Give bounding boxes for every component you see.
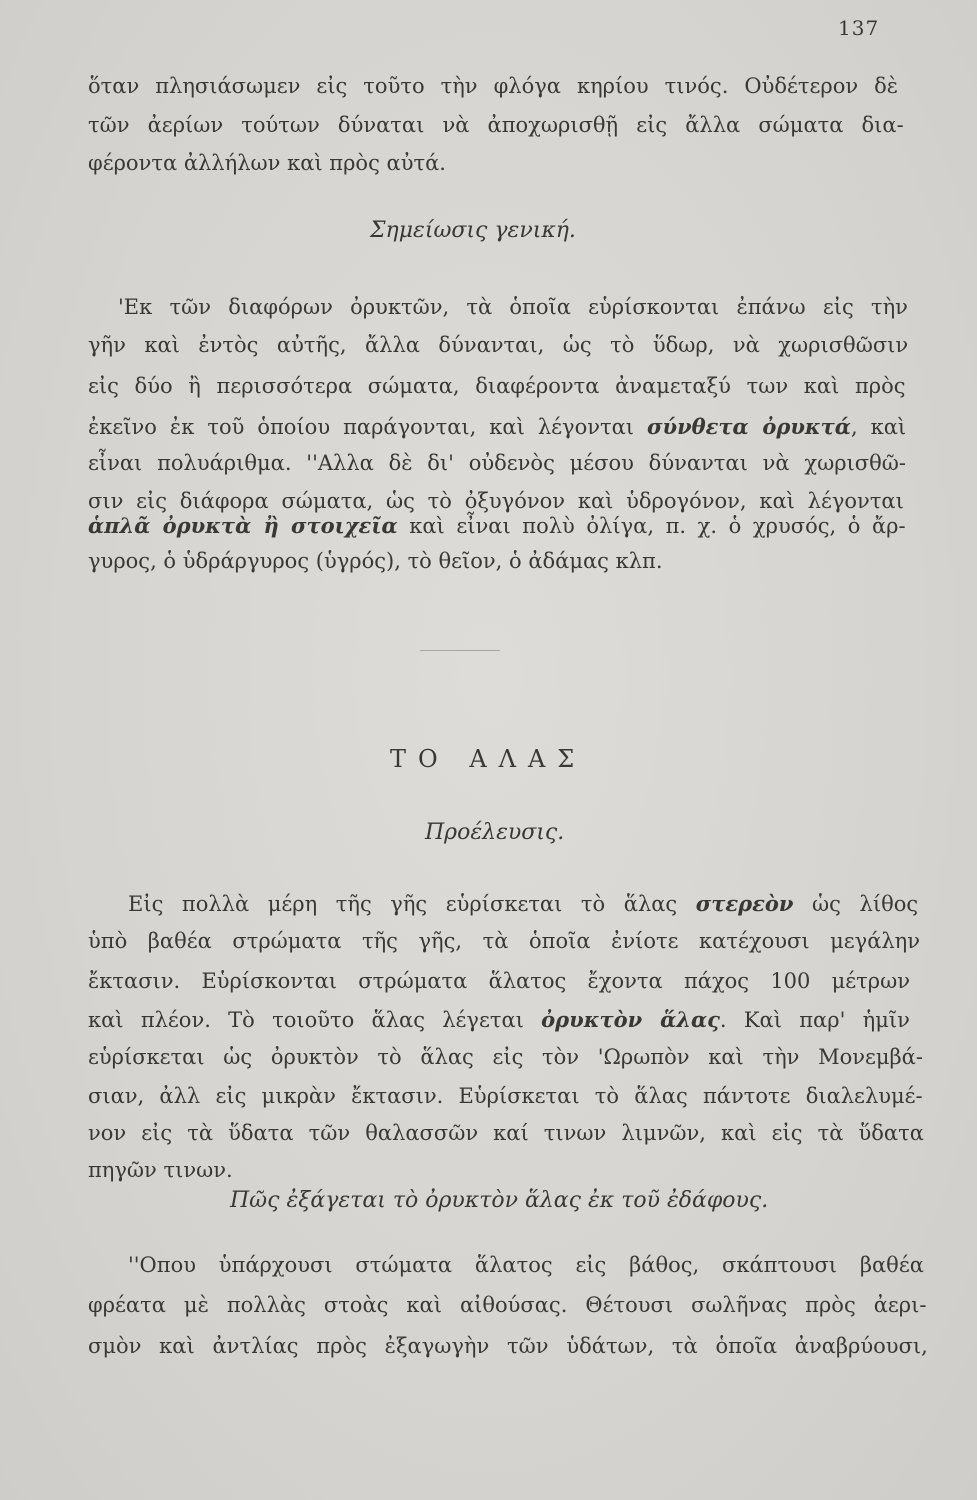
section-heading: Πῶς ἐξάγεται τὸ ὀρυκτὸν ἅλας ἐκ τοῦ ἐδάφους. (230, 1188, 769, 1213)
text-line (88, 490, 904, 512)
text-span: σιν εἰς διάφορα σώματα, ὡς τὸ ὀξυγόνον καὶ ὑδρογόνον, καὶ λέγονται (88, 489, 904, 513)
text-span: γυρος, ὁ ὑδράργυρος (ὑγρός), τὸ θεῖον, ὁ ἀδάμας κλπ. (88, 549, 663, 573)
text-span: πηγῶν τινων. (88, 1158, 233, 1182)
text-span: καὶ εἶναι πολὺ ὀλίγα, π. χ. ὁ χρυσός, ὁ ἄρ- (397, 514, 906, 538)
text-line (88, 930, 920, 952)
text-line (88, 452, 906, 474)
chapter-title: ΤΟ ΑΛΑΣ (390, 745, 587, 773)
text-line (128, 1254, 924, 1276)
text-span: 'Εκ τῶν διαφόρων ὀρυκτῶν, τὰ ὁποῖα εὑρίσκονται ἐπάνω εἰς τὴν (118, 295, 908, 319)
text-line: τῶν ἀερίων τούτων δύναται νὰ ἀποχωρισθῇ εἰς ἄλλα σώματα δια- (88, 113, 904, 137)
text-line (88, 1335, 928, 1357)
text-span: ''Οπου ὑπάρχουσι στώματα ἅλατος εἰς βάθος, σκάπτουσι βαθέα (128, 1253, 924, 1277)
text-span: σμὸν καὶ ἀντλίας πρὸς ἐξαγωγὴν τῶν ὑδάτων, τὰ ὁποῖα ἀναβρύουσι, (88, 1334, 928, 1358)
text-line: ὅταν πλησιάσωμεν εἰς τοῦτο τὴν φλόγα κηρίου τινός. Οὐδέτερον δὲ (88, 74, 899, 98)
text-span: ἐκεῖνο ἐκ τοῦ ὁποίου παράγονται, καὶ λέγονται (88, 415, 648, 439)
text-span: ὑπὸ βαθέα στρώματα τῆς γῆς, τὰ ὁποῖα ἐνίοτε κατέχουσι μεγάλην (88, 929, 921, 953)
text-line (88, 1159, 233, 1181)
text-span: ἔκτασιν. Εὑρίσκονται στρώματα ἅλατος ἔχοντα πάχος 100 μέτρων (88, 969, 911, 993)
text-span: Εἰς πολλὰ μέρη τῆς γῆς εὑρίσκεται τὸ ἅλας (128, 892, 696, 916)
text-span: εὑρίσκεται ὡς ὀρυκτὸν τὸ ἅλας εἰς τὸν 'Ωρωπὸν καὶ τὴν Μονεμβά- (88, 1045, 923, 1069)
text-span: ὡς λίθος (793, 892, 919, 916)
text-line (128, 893, 918, 915)
text-line (88, 1122, 924, 1144)
text-span: σιαν, ἀλλ εἰς μικρὰν ἔκτασιν. Εὑρίσκεται τὸ ἅλας πάντοτε διαλελυμέ- (88, 1084, 923, 1108)
page-number: 137 (838, 16, 880, 40)
text-span: φρέατα μὲ πολλὰς στοὰς καὶ αἰθούσας. Θέτουσι σωλῆνας πρὸς ἀερι- (88, 1293, 927, 1317)
text-line (88, 416, 906, 438)
emphasized-term: στερεὸν (695, 891, 794, 916)
divider (420, 650, 500, 651)
emphasized-term: ὀρυκτὸν ἅλας (541, 1007, 720, 1032)
text-line (118, 296, 908, 318)
text-line (88, 1294, 926, 1316)
text-line (88, 1085, 923, 1107)
text-span: εἰς δύο ἢ περισσότερα σώματα, διαφέροντα ἀναμεταξύ των καὶ πρὸς (88, 374, 906, 398)
section-heading: Προέλευσις. (425, 820, 565, 845)
text-span: εἶναι πολυάριθμα. ''Αλλα δὲ δι' οὐδενὸς μέσου δύνανται νὰ χωρισθῶ- (88, 451, 906, 475)
text-line (88, 515, 906, 537)
text-span: . Καὶ παρ' ἡμῖν (719, 1008, 910, 1032)
emphasized-term: σύνθετα ὀρυκτά (647, 414, 851, 439)
text-line (88, 375, 906, 397)
text-line (88, 550, 663, 572)
text-line (88, 1046, 923, 1068)
text-line: φέροντα ἀλλήλων καὶ πρὸς αὐτά. (88, 151, 446, 175)
text-line (88, 1009, 910, 1031)
text-line (88, 334, 908, 356)
text-line (88, 970, 910, 992)
text-span: νον εἰς τὰ ὕδατα τῶν θαλασσῶν καί τινων λιμνῶν, καὶ εἰς τὰ ὕδατα (88, 1121, 924, 1145)
text-span: , καὶ (850, 415, 907, 439)
text-span: καὶ πλέον. Τὸ τοιοῦτο ἅλας λέγεται (88, 1008, 542, 1032)
section-heading: Σημείωσις γενική. (370, 218, 576, 243)
text-span: γῆν καὶ ἐντὸς αὐτῆς, ἄλλα δύνανται, ὡς τὸ ὕδωρ, νὰ χωρισθῶσιν (88, 333, 909, 357)
emphasized-term: ἁπλᾶ ὀρυκτὰ ἢ στοιχεῖα (88, 513, 398, 538)
